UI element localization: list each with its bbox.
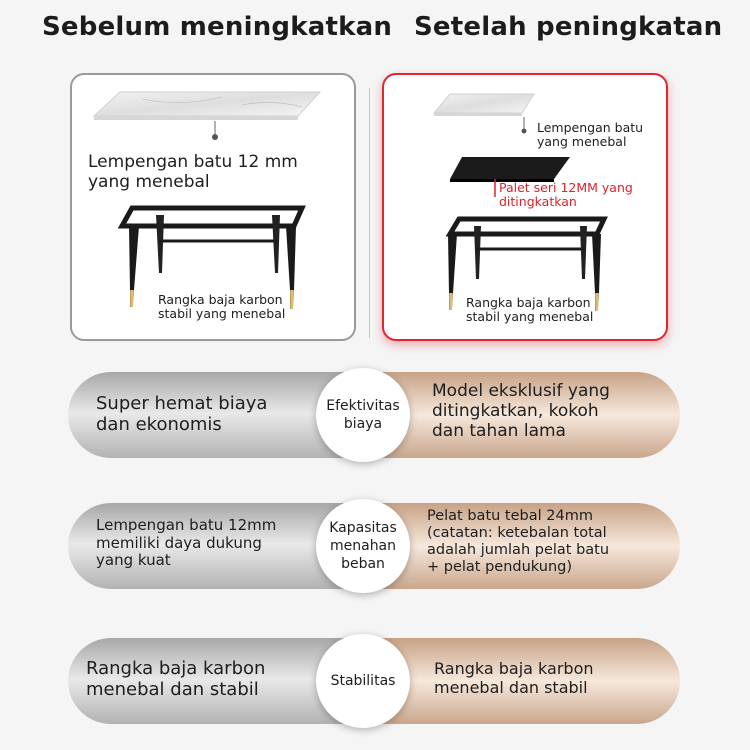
table-leg xyxy=(474,226,481,279)
left-text: Rangka baja karbon menebal dan stabil xyxy=(86,658,266,701)
table-leg xyxy=(286,226,296,290)
right-text: Rangka baja karbon menebal dan stabil xyxy=(434,659,594,697)
slab-label-after: Lempengan batu yang menebal xyxy=(537,120,644,150)
support-plate xyxy=(450,157,570,179)
panel-divider xyxy=(369,88,370,338)
marble-slab xyxy=(434,94,534,113)
frame-label-before: Rangka baja karbon stabil yang menebal xyxy=(158,292,286,322)
comparison-row-load xyxy=(68,503,680,589)
comparison-row-stability xyxy=(68,638,680,724)
criteria-circle xyxy=(316,634,410,728)
frame-label-after: Rangka baja karbon stabil yang menebal xyxy=(466,295,594,325)
table-leg xyxy=(129,226,139,290)
heading-before: Sebelum meningkatkan xyxy=(42,12,393,42)
right-text: Pelat batu tebal 24mm (catatan: ketebalan total adalah jumlah pelat batu + pelat pendukung) xyxy=(427,508,610,576)
left-text: Lempengan batu 12mm memiliki daya dukung yang kuat xyxy=(96,516,277,570)
panel-after xyxy=(382,73,668,341)
table-leg xyxy=(448,234,457,293)
criteria-circle xyxy=(316,368,410,462)
criteria-label: Stabilitas xyxy=(330,672,396,689)
panel-before xyxy=(70,73,356,341)
heading-after: Setelah peningkatan xyxy=(414,12,723,42)
comparison-row-cost xyxy=(68,372,680,458)
table-leg xyxy=(272,215,280,273)
plate-label-after: Palet seri 12MM yang ditingkatkan xyxy=(499,180,633,210)
table-leg xyxy=(156,215,164,273)
criteria-circle xyxy=(316,499,410,593)
left-text: Super hemat biaya dan ekonomis xyxy=(96,393,268,436)
criteria-label: Efektivitas biaya xyxy=(326,397,400,432)
slab-label-before: Lempengan batu 12 mm yang menebal xyxy=(88,152,298,192)
table-leg xyxy=(592,234,601,293)
table-leg xyxy=(580,226,587,279)
criteria-label: Kapasitas menahan beban xyxy=(329,519,397,573)
right-text: Model eksklusif yang ditingkatkan, kokoh dan tahan lama xyxy=(432,381,610,442)
